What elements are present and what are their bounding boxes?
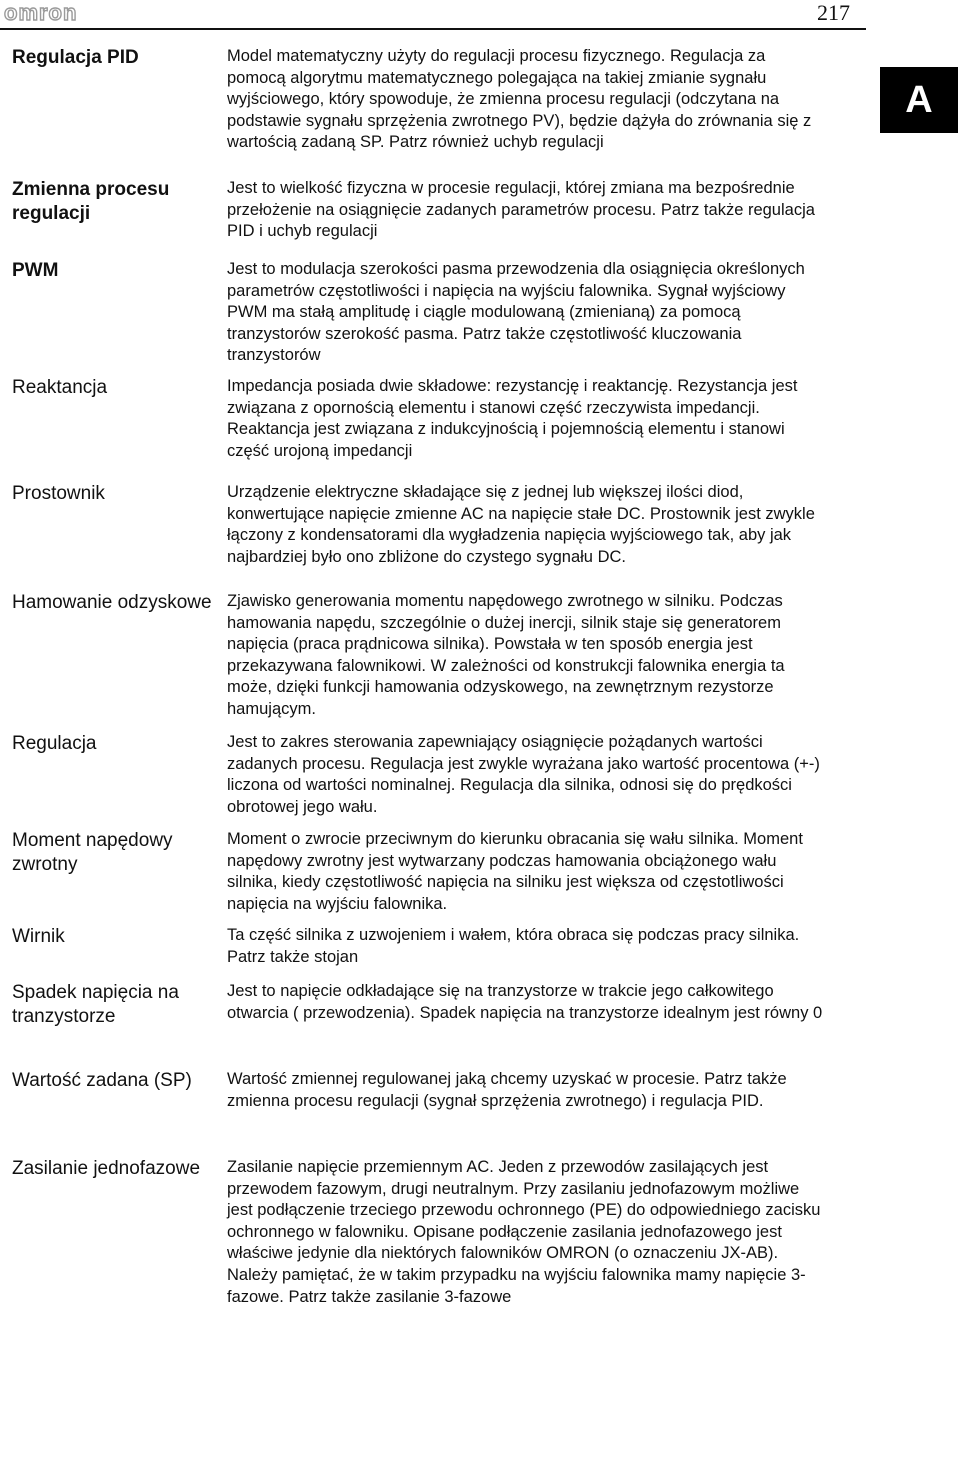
- definition-paragraph: Impedancja posiada dwie składowe: rezystancję i reaktancję. Rezystancja jest związana z opornością elementu i stanowi część rzeczywista impedancji. Reaktancja jest związana z indukcyjnością i pojemnością elementu i stanowi część urojoną impedancji: [227, 377, 798, 460]
- term-hamowanie-odzyskowe: Hamowanie odzyskowe: [12, 592, 212, 613]
- definition-zmienna-procesu-regulacji: [227, 178, 827, 243]
- definition-wartosc-zadana: [227, 1069, 827, 1112]
- definition-wirnik: [227, 925, 827, 968]
- term-wartosc-zadana: Wartość zadana (SP): [12, 1070, 192, 1091]
- term-prostownik: Prostownik: [12, 483, 105, 504]
- term-pwm: PWM: [12, 260, 59, 281]
- definition-pwm: [227, 259, 827, 367]
- definition-moment-napedowy-zwrotny: [227, 829, 827, 915]
- definition-paragraph: Wartość zmiennej regulowanej jaką chcemy uzyskać w procesie. Patrz także zmienna procesu regulacji (sygnał sprzężenia zwrotnego) i regulacja PID.: [227, 1070, 787, 1110]
- term-zasilanie-jednofazowe: Zasilanie jednofazowe: [12, 1158, 201, 1179]
- term-regulacja: Regulacja: [12, 733, 97, 754]
- header-divider: [0, 28, 866, 30]
- definition-paragraph: Zasilanie napięcie przemiennym AC. Jeden z przewodów zasilających jest przewodem fazowym, drugi neutralnym. Przy zasilaniu jednofazowym możliwe jest podłączenie trzeciego przewodu ochronnego (PE) do odpowiedniego zacisku ochronnego w falowniku. Opisane podłączenie zasilania jednofazowego jest właściwe jedynie dla niektórych falowników OMRON (o oznaczeniu JX-AB). Należy pamiętać, że w takim przypadku na wyjściu falownika mamy napięcie 3-fazowe. Patrz także zasilanie 3-fazowe: [227, 1158, 821, 1306]
- term-zmienna-procesu-regulacji: Zmienna procesu regulacji: [12, 179, 170, 224]
- term-regulacja-pid: Regulacja PID: [12, 47, 139, 68]
- definition-spadek-napiecia-na-tranzystorze: [227, 981, 827, 1024]
- definition-hamowanie-odzyskowe: [227, 591, 827, 721]
- page-number: 217: [817, 0, 850, 25]
- definition-paragraph: Jest to zakres sterowania zapewniający osiągnięcie pożądanych wartości zadanych procesu. Regulacja jest zwykle wyrażana jako wartość procentowa (+-) liczona od wartości nominalnej. Regulacja dla silnika, odnosi się do prędkości obrotowej jego wału.: [227, 733, 820, 816]
- definition-paragraph: Zjawisko generowania momentu napędowego zwrotnego w silniku. Podczas hamowania napędu, szczególnie o dużej inercji, silnik staje się generatorem napięcia (praca prądnicowa silnika). Powstała w ten sposób energia jest przekazywana falownikowi. W zależności od konstrukcji falownika energia ta może, dzięki funkcji hamowania odzyskowego, na zewnętrznym rezystorze hamującym.: [227, 592, 785, 718]
- term-wirnik: Wirnik: [12, 926, 65, 947]
- omron-logo: omron: [4, 0, 78, 25]
- definition-paragraph: Model matematyczny użyty do regulacji procesu fizycznego. Regulacja za pomocą algorytmu matematycznego polegająca na takiej zmianie sygnału wyjściowego, który spowoduje, że zmienna procesu regulacji (odczytana na podstawie sygnału sprzężenia zwrotnego PV), będzie dążyła do zrównania się z wartością zadaną SP. Patrz również uchyb regulacji: [227, 47, 812, 152]
- definition-zasilanie-jednofazowe: [227, 1157, 827, 1308]
- definition-paragraph: Urządzenie elektryczne składające się z jednej lub większej ilości diod, konwertujące napięcie zmienne AC na napięcie stałe DC. Prostownik jest zwykle łączony z kondensatorami dla wygładzenia napięcia wyjściowego tak, aby jak najbardziej było ono zbliżone do czystego sygnału DC.: [227, 483, 815, 566]
- definition-paragraph: Jest to napięcie odkładające się na tranzystorze w trakcie jego całkowitego otwarcia ( przewodzenia). Spadek napięcia na tranzystorze idealnym jest równy 0: [227, 982, 823, 1022]
- definition-reaktancja: [227, 376, 827, 462]
- definition-paragraph: Jest to modulacja szerokości pasma przewodzenia dla osiągnięcia określonych parametrów częstotliwości i napięcia na wyjściu falownika. Sygnał wyjściowy PWM ma stałą amplitudę i ciągle modulowaną (zmienianą) za pomocą tranzystorów szerokość pasma. Patrz także częstotliwość kluczowania tranzystorów: [227, 260, 805, 365]
- section-tab: A: [880, 67, 958, 133]
- definition-prostownik: [227, 482, 827, 568]
- definition-paragraph: Moment o zwrocie przeciwnym do kierunku obracania się wału silnika. Moment napędowy zwrotny jest wytwarzany podczas hamowania obciążonego wału silnika, kiedy częstotliwość napięcia na silniku jest większa od częstotliwości napięcia na wyjściu falownika.: [227, 830, 803, 913]
- definition-paragraph: Ta część silnika z uzwojeniem i wałem, która obraca się podczas pracy silnika. Patrz także stojan: [227, 926, 800, 966]
- term-reaktancja: Reaktancja: [12, 377, 108, 398]
- definition-paragraph: Jest to wielkość fizyczna w procesie regulacji, której zmiana ma bezpośrednie przełożenie na osiągnięcie zadanych parametrów procesu. Patrz także regulacja PID i uchyb regulacji: [227, 179, 815, 241]
- definition-regulacja: [227, 732, 827, 818]
- term-spadek-napiecia-na-tranzystorze: Spadek napięcia na tranzystorze: [12, 982, 179, 1027]
- term-moment-napedowy-zwrotny: Moment napędowy zwrotny: [12, 830, 173, 875]
- definition-regulacja-pid: [227, 46, 827, 154]
